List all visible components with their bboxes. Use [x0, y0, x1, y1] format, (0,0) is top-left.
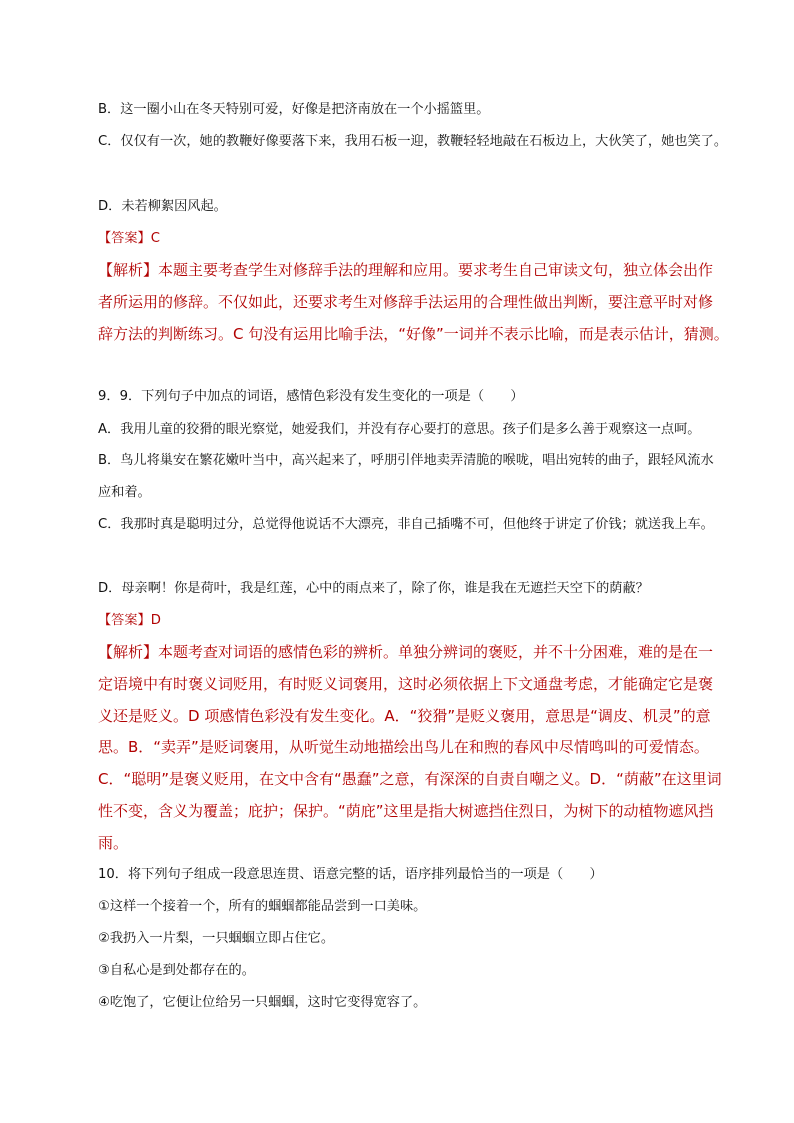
q9-analysis-line-7: 雨。: [98, 834, 129, 852]
q9-option-b-line-1: B．鸟儿将巢安在繁花嫩叶当中，高兴起来了，呼朋引伴地卖弄清脆的喉咙，唱出宛转的曲子，跟轻风流水: [98, 453, 714, 468]
q10-sentence-4: ④吃饱了，它便让位给另一只蝈蝈，这时它变得宽容了。: [98, 995, 427, 1010]
q8-analysis-line-2: 者所运用的修辞。不仅如此，还要求考生对修辞手法运用的合理性做出判断，要注意平时对修: [98, 293, 714, 311]
q10-sentence-2: ②我扔入一片梨，一只蝈蝈立即占住它。: [98, 931, 335, 946]
q8-analysis-line-3: 辞方法的判断练习。C 句没有运用比喻手法，“好像”一词并不表示比喻，而是表示估计，猜测。: [98, 325, 729, 343]
q9-analysis-line-2: 定语境中有时褒义词贬用，有时贬义词褒用，这时必须依据上下文通盘考虑，才能确定它是褒: [98, 675, 714, 693]
q8-analysis-text-1: 本题主要考查学生对修辞手法的理解和应用。要求考生自己审读文句，独立体会出作: [158, 261, 714, 279]
q9-analysis-line-6: 性不变，含义为覆盖；庇护；保护。“荫庇”这里是指大树遮挡住烈日，为树下的动植物遮风挡: [98, 802, 714, 820]
q9-option-a: A．我用儿童的狡猾的眼光察觉，她爱我们，并没有存心要打的意思。孩子们是多么善于观察这一点呵。: [98, 422, 701, 437]
q8-answer-tag: 【答案】: [98, 231, 151, 246]
q8-analysis-line-1: [98, 261, 713, 279]
q9-option-c: C．我那时真是聪明过分，总觉得他说话不大漂亮，非自己插嘴不可，但他终于讲定了价钱；就送我上车。: [98, 517, 714, 532]
q9-option-b-line-2: 应和着。: [98, 485, 151, 500]
q8-option-c: C．仅仅有一次，她的教鞭好像要落下来，我用石板一迎，教鞭轻轻地敲在石板边上，大伙笑了，她也笑了。: [98, 134, 728, 149]
q10-sentence-1: ①这样一个接着一个，所有的蝈蝈都能品尝到一口美味。: [98, 899, 427, 914]
q9-analysis-line-4: 思。B．“卖弄”是贬词褒用，从听觉生动地描绘出鸟儿在和煦的春风中尽情鸣叫的可爱情态。: [98, 738, 709, 756]
q8-option-d: D．未若柳絮因风起。: [98, 199, 227, 214]
q8-answer: [98, 230, 160, 248]
q8-option-b: B．这一圈小山在冬天特别可爱，好像是把济南放在一个小摇篮里。: [98, 102, 490, 117]
q8-analysis-tag: 【解析】: [98, 261, 159, 279]
q9-stem: 9．9．下列句子中加点的词语，感情色彩没有发生变化的一项是（ ）: [98, 389, 524, 404]
q9-answer-value: D: [150, 613, 161, 628]
q10-stem: 10．将下列句子组成一段意思连贯、语意完整的话，语序排列最恰当的一项是（ ）: [98, 867, 603, 882]
q9-answer-tag: 【答案】: [98, 613, 151, 628]
q9-analysis-tag: 【解析】: [98, 643, 159, 661]
q10-sentence-3: ③自私心是到处都存在的。: [98, 963, 255, 978]
q9-analysis-line-3: 义还是贬义。D 项感情色彩没有发生变化。A．“狡猾”是贬义褒用，意思是“调皮、机灵”的意: [98, 707, 711, 725]
q9-analysis-line-5: C．“聪明”是褒义贬用，在文中含有“愚蠢”之意，有深深的自责自嘲之义。D．“荫蔽”在这里词: [98, 770, 722, 788]
q9-analysis-text-1: 本题考查对词语的感情色彩的辨析。单独分辨词的褒贬，并不十分困难，难的是在一: [158, 643, 714, 661]
q9-option-d: D．母亲啊！你是荷叶，我是红莲，心中的雨点来了，除了你，谁是我在无遮拦天空下的荫蔽？: [98, 581, 649, 596]
q9-answer: [98, 612, 161, 630]
q9-analysis-line-1: [98, 643, 713, 661]
q8-answer-value: C: [150, 231, 160, 246]
